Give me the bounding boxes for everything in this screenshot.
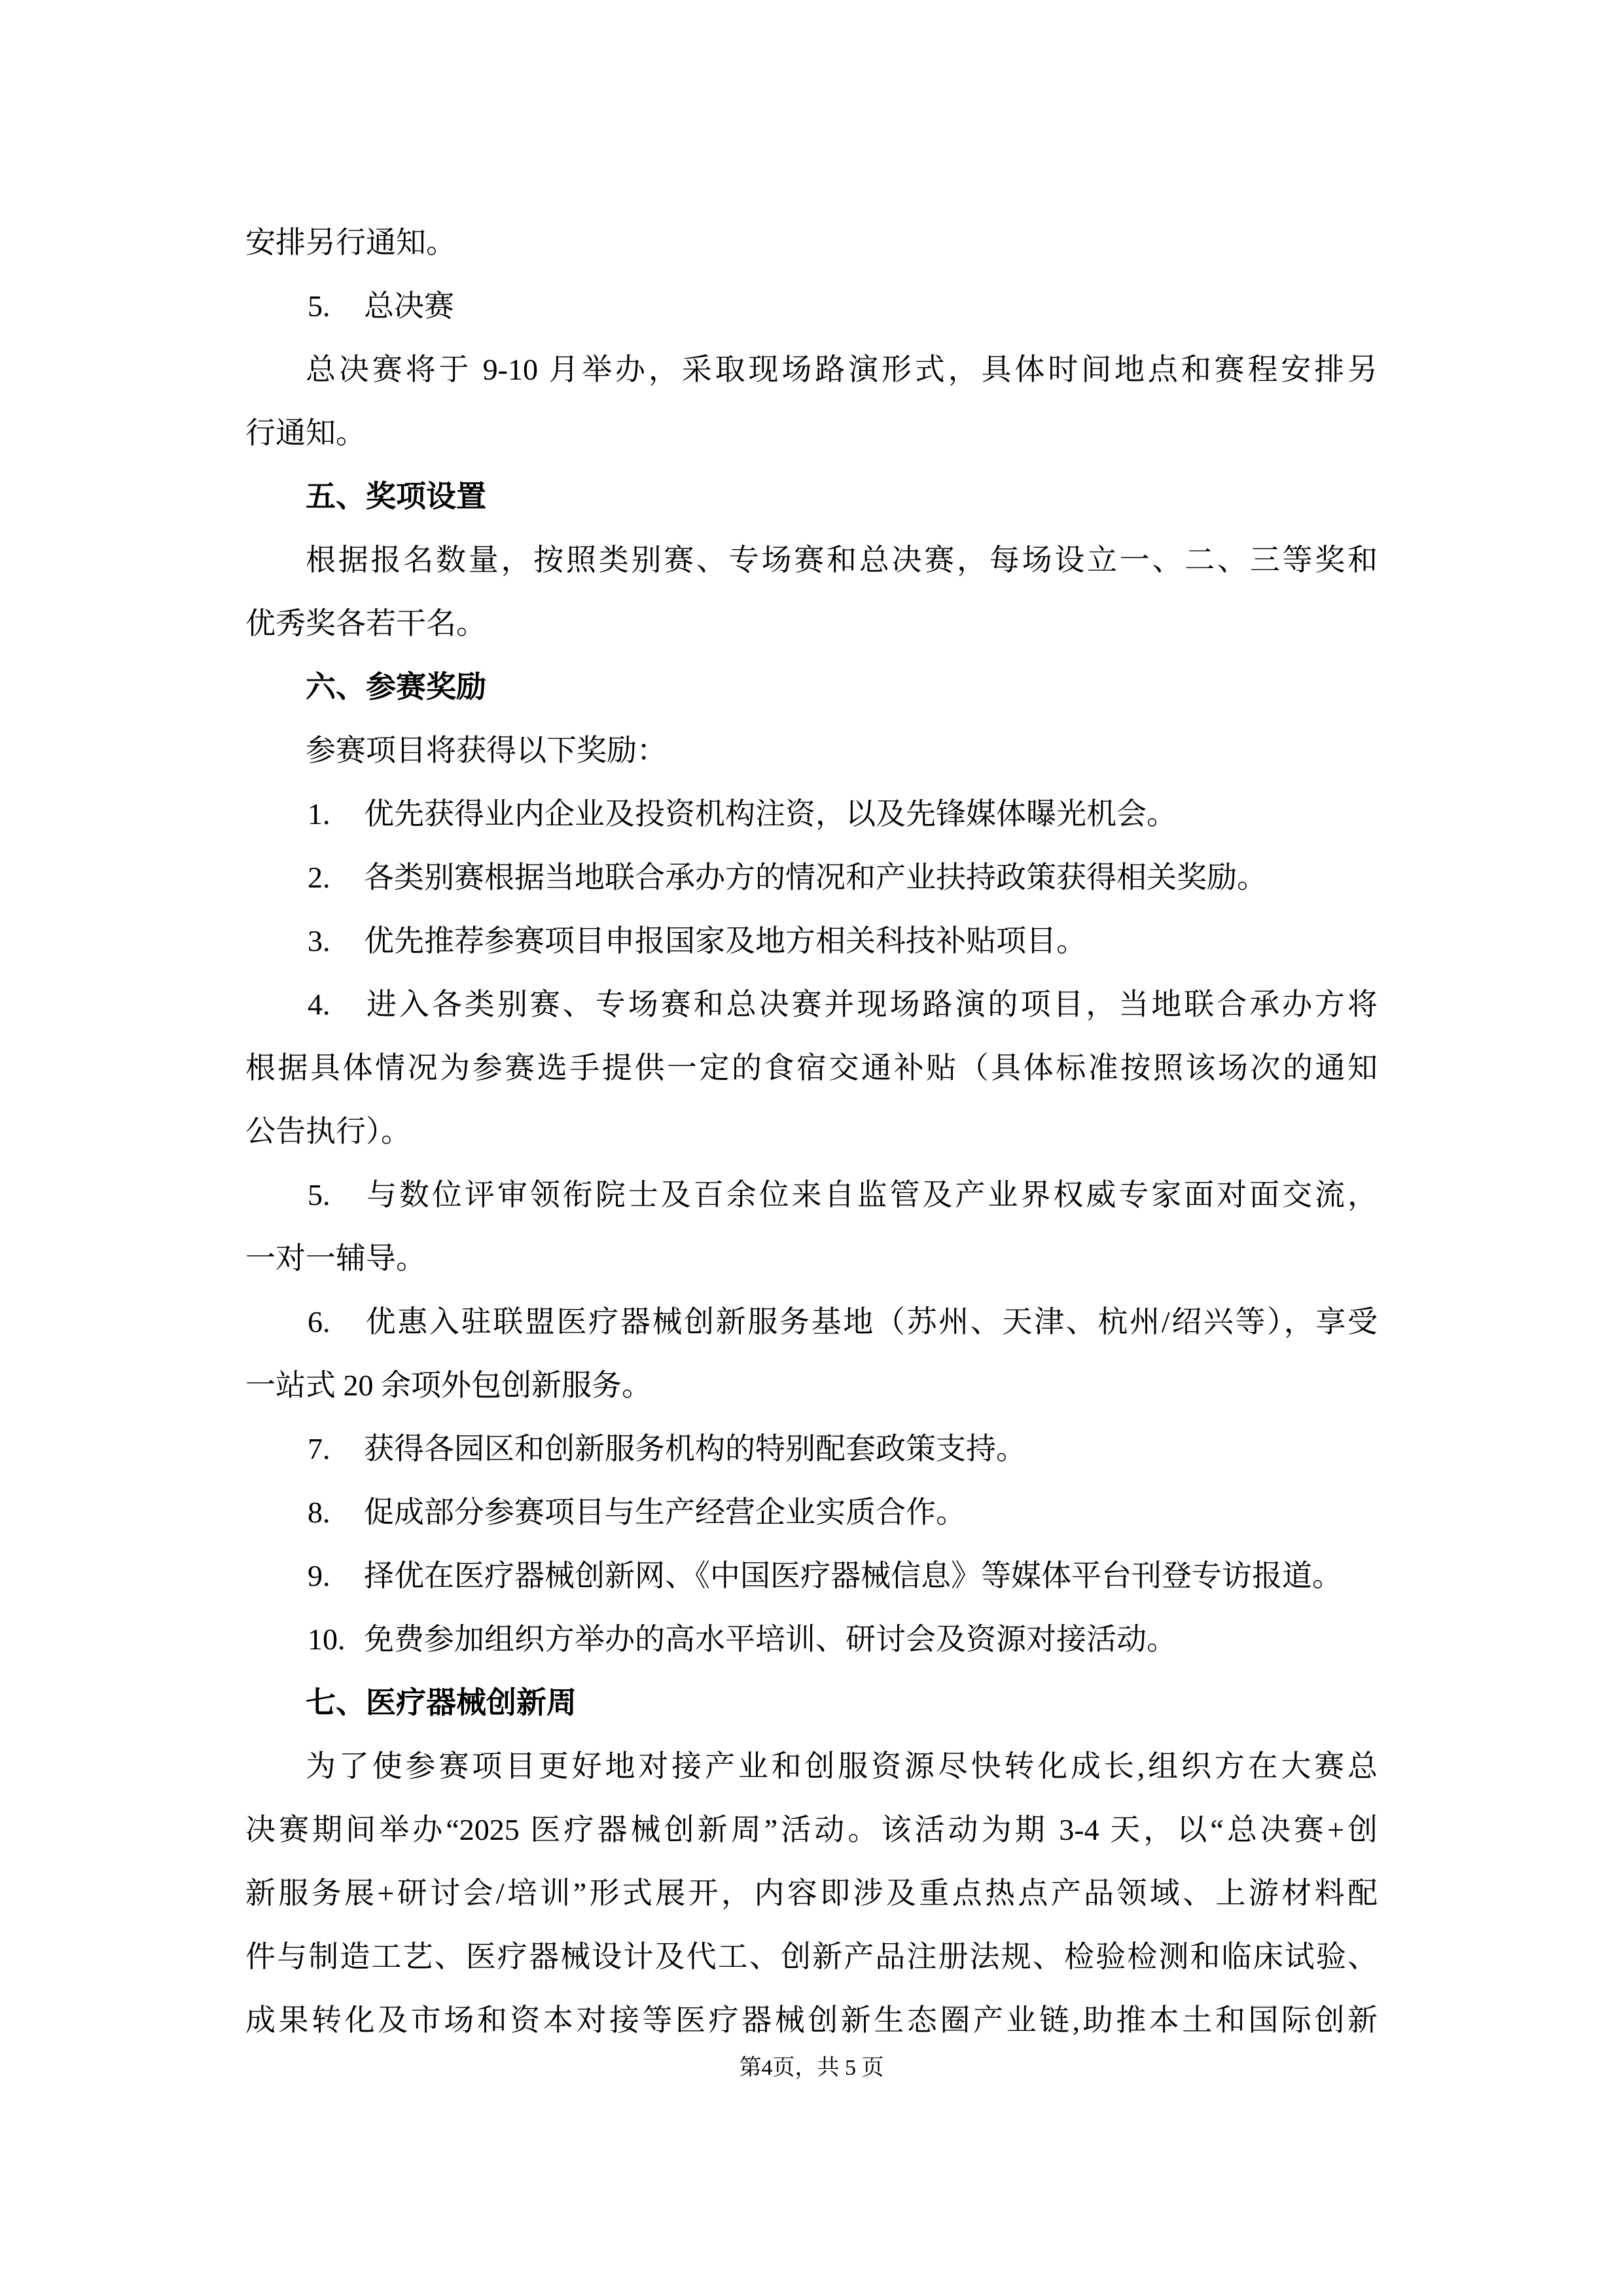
list-item-text: 优先推荐参赛项目申报国家及地方相关科技补贴项目。 [364, 924, 1086, 958]
list-item-text: 择优在医疗器械创新网、《中国医疗器械信息》等媒体平台刊登专访报道。 [364, 1559, 1342, 1592]
list-item-text: 获得各园区和创新服务机构的特别配套政策支持。 [364, 1432, 1026, 1465]
list-item-number: 2. [308, 861, 330, 894]
text-line: 为了使参赛项目更好地对接产业和创服资源尽快转化成长,组织方在大赛总 [306, 1749, 1378, 1783]
text-line: 根据具体情况为参赛选手提供一定的食宿交通补贴（具体标准按照该场次的通知 [245, 1051, 1378, 1085]
list-item-text: 免费参加组织方举办的高水平培训、研讨会及资源对接活动。 [364, 1623, 1177, 1656]
text-line: 根据报名数量，按照类别赛、专场赛和总决赛，每场设立一、二、三等奖和 [306, 543, 1378, 577]
list-item-number: 9. [308, 1559, 330, 1592]
list-item-text: 促成部分参赛项目与生产经营企业实质合作。 [364, 1496, 966, 1529]
list-item-text: 优先获得业内企业及投资机构注资，以及先锋媒体曝光机会。 [364, 797, 1177, 831]
list-item-text: 各类别赛根据当地联合承办方的情况和产业扶持政策获得相关奖励。 [364, 861, 1267, 894]
list-item [245, 973, 1378, 1036]
list-item-number: 7. [308, 1432, 330, 1465]
document-body [245, 211, 1378, 2052]
text-line: 新服务展+研讨会/培训”形式展开，内容即涉及重点热点产品领域、上游材料配 [245, 1876, 1378, 1910]
list-item-text: 进入各类别赛、专场赛和总决赛并现场路演的项目，当地联合承办方将 [364, 988, 1378, 1021]
list-item-text: 优惠入驻联盟医疗器械创新服务基地（苏州、天津、杭州/绍兴等），享受 [364, 1305, 1378, 1338]
list-item [245, 1163, 1378, 1227]
list-item [245, 846, 1378, 909]
list-item-number: 6. [308, 1305, 330, 1338]
list-item [245, 1417, 1378, 1480]
list-item-number: 8. [308, 1496, 330, 1529]
text-line: 参赛项目将获得以下奖励： [306, 734, 667, 767]
list-item [245, 1607, 1378, 1671]
list-item [245, 782, 1378, 846]
page-footer [0, 2054, 1623, 2083]
list-item [245, 1480, 1378, 1544]
list-item [245, 909, 1378, 973]
section-heading: 七、医疗器械创新周 [306, 1685, 577, 1719]
text-line: 行通知。 [245, 416, 366, 450]
text-line: 件与制造工艺、医疗器械设计及代工、创新产品注册法规、检验检测和临床试验、 [245, 1940, 1378, 1973]
text-line: 公告执行）。 [245, 1115, 411, 1148]
section-heading: 六、参赛奖励 [306, 670, 486, 704]
list-item [245, 274, 1378, 338]
list-item-number: 5. [308, 1178, 330, 1211]
list-item-number: 10. [308, 1623, 346, 1656]
list-item [245, 1544, 1378, 1607]
list-item-text: 总决赛 [364, 289, 454, 323]
list-item-number: 5. [308, 289, 330, 323]
page-number-text: 第4页，共 5 页 [739, 2056, 884, 2080]
list-item-number: 3. [308, 924, 330, 958]
list-item-number: 1. [308, 797, 330, 831]
list-item-number: 4. [308, 988, 330, 1021]
text-line: 总决赛将于 9-10 月举办，采取现场路演形式，具体时间地点和赛程安排另 [306, 353, 1378, 386]
list-item [245, 1290, 1378, 1354]
text-line: 安排另行通知。 [245, 226, 456, 259]
text-line: 成果转化及市场和资本对接等医疗器械创新生态圈产业链,助推本土和国际创新 [245, 2003, 1378, 2037]
text-line: 优秀奖各若干名。 [245, 607, 486, 640]
text-line: 一对一辅导。 [245, 1242, 426, 1275]
text-line: 一站式 20 余项外包创新服务。 [245, 1369, 652, 1402]
list-item-text: 与数位评审领衔院士及百余位来自监管及产业界权威专家面对面交流， [364, 1178, 1378, 1211]
text-line: 决赛期间举办“2025 医疗器械创新周”活动。该活动为期 3-4 天，以“总决赛+创 [245, 1813, 1378, 1846]
section-heading: 五、奖项设置 [306, 479, 486, 513]
